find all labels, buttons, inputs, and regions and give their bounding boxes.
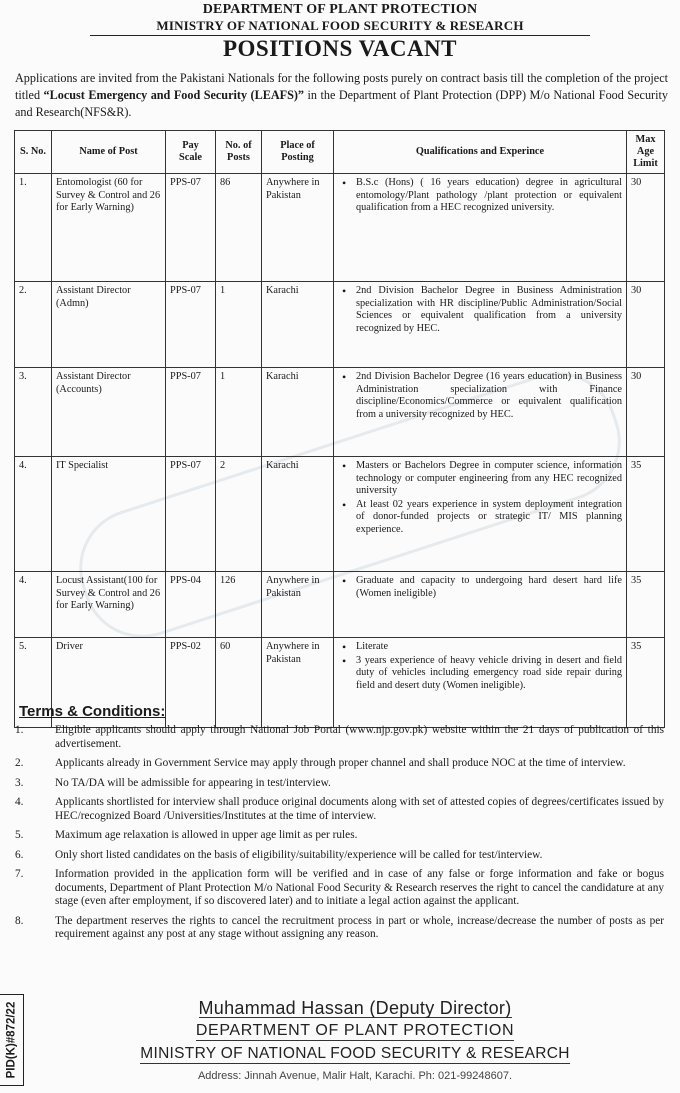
term-item [13,724,664,751]
table-row [15,282,665,368]
cell-num: 1 [216,282,262,368]
footer-name [30,998,680,1019]
cell-qualifications [334,638,627,728]
term-text: Maximum age relaxation is allowed in upper age limit as per rules. [55,829,358,841]
col-header-pay: Pay Scale [166,131,216,174]
header-ministry: MINISTRY OF NATIONAL FOOD SECURITY & RESEARCH [156,18,524,33]
term-item [13,915,664,942]
cell-age: 35 [627,572,665,638]
cell-sno: 4. [15,457,52,572]
cell-num: 126 [216,572,262,638]
cell-place: Karachi [262,457,334,572]
term-text: No TA/DA will be admissible for appearing in test/interview. [55,776,331,789]
footer-address: Address: Jinnah Avenue, Malir Halt, Karachi. Ph: 021-99248607. [197,1070,513,1082]
col-header-post: Name of Post [52,131,166,174]
cell-num: 2 [216,457,262,572]
header-department: DEPARTMENT OF PLANT PROTECTION [202,2,478,17]
term-text: Applicants shortlisted for interview shall produce original documents along with set of attested copies of degrees/certificates issued by HEC/recognized Board /Universities/Institutes at the time of interview. [55,796,664,822]
term-item [13,796,664,823]
cell-post: IT Specialist [52,457,166,572]
cell-qualifications [334,368,627,457]
term-number: 7. [15,868,24,880]
term-item [13,868,664,909]
table-row [15,368,665,457]
qualification-item: • Masters or Bachelors Degree in computer science, information technology or computer engineering from any HEC recognized university [338,460,622,498]
intro-text-1: Applications are invited from the Pakistani Nationals for the following posts purely on contract basis till the completion of the project titled [15,71,668,102]
cell-sno: 2. [15,282,52,368]
cell-qualifications [334,457,627,572]
qualification-item: • 2nd Division Bachelor Degree in Business Administration specialization with HR discipline/Public Administration/Social Sciences or equivalent qualification from a university recognized by HEC. [338,285,622,335]
cell-num: 1 [216,368,262,457]
page-title: POSITIONS VACANT [222,36,458,61]
term-number: 4. [15,796,24,808]
cell-pay: PPS-07 [166,282,216,368]
term-text: Information provided in the application form will be verified and in case of any false or forge information and fake or bogus documents, Department of Plant Protection M/o National Food Security & Research reserves the right to cancel the candidature at any stage (even after employment, if so discovered later) and to initiate a legal action against the applicant. [55,868,664,907]
col-header-sno: S. No. [15,131,52,174]
intro-text-2: in the Department of Plant Protection (DPP) M/o National Food Security and Research(NFS&R). [15,88,668,119]
intro-paragraph [15,70,668,121]
term-number: 6. [15,848,24,861]
term-item [13,849,664,863]
header [0,2,680,62]
cell-sno: 1. [15,174,52,282]
intro-project-title: “Locust Emergency and Food Security (LEAFS)” [43,88,305,102]
terms-heading: Terms & Conditions: [19,703,166,720]
footer-department-text: DEPARTMENT OF PLANT PROTECTION [195,1022,515,1039]
table-row [15,572,665,638]
cell-post: Driver [52,638,166,728]
cell-pay: PPS-07 [166,368,216,457]
term-text: The department reserves the rights to cancel the recruitment process in part or whole, increase/decrease the number of posts as per requirement against any post at any stage without assigning any reason. [55,914,664,940]
footer-name-text: Muhammad Hassan (Deputy Director) [198,998,512,1018]
term-number: 1. [15,724,24,736]
cell-sno: 3. [15,368,52,457]
cell-place: Karachi [262,282,334,368]
footer-department [30,1022,680,1041]
cell-qualifications [334,572,627,638]
cell-place: Anywhere in Pakistan [262,638,334,728]
header-rule [90,35,590,36]
cell-place: Karachi [262,368,334,457]
cell-pay: PPS-07 [166,174,216,282]
col-header-age: Max Age Limit [627,131,665,174]
col-header-qual: Qualifications and Experince [334,131,627,174]
term-item [13,777,664,791]
table-row [15,457,665,572]
cell-age: 35 [627,638,665,728]
cell-age: 30 [627,282,665,368]
cell-post: Assistant Director (Admn) [52,282,166,368]
cell-age: 30 [627,368,665,457]
qualification-item: • B.S.c (Hons) ( 16 years education) degree in agricultural entomology/Plant pathology /plant protection or equivalent qualification from a HEC recognized university. [338,177,622,215]
cell-pay: PPS-02 [166,638,216,728]
cell-post: Entomologist (60 for Survey & Control and 26 for Early Warning) [52,174,166,282]
terms-list [13,724,664,948]
term-number: 2. [15,757,24,769]
term-text: Only short listed candidates on the basis of eligibility/suitability/experience will be called for test/interview. [55,848,543,861]
qualification-item: • Graduate and capacity to undergoing hard desert hard life (Women ineligible) [338,575,622,600]
cell-qualifications [334,174,627,282]
cell-num: 86 [216,174,262,282]
pid-stamp [0,994,24,1086]
cell-sno: 5. [15,638,52,728]
cell-place: Anywhere in Pakistan [262,174,334,282]
footer-ministry [30,1045,680,1064]
cell-post: Locust Assistant(100 for Survey & Control and 26 for Early Warning) [52,572,166,638]
pid-number: PID(K)#872/22 [5,1001,17,1079]
col-header-num: No. of Posts [216,131,262,174]
cell-place: Anywhere in Pakistan [262,572,334,638]
term-item [13,829,664,843]
term-number: 5. [15,829,24,841]
term-number: 8. [15,914,24,927]
term-item [13,757,664,771]
cell-qualifications [334,282,627,368]
positions-table [14,130,665,728]
term-text: Eligible applicants should apply through National Job Portal (www.njp.gov.pk) website within the 21 days of publication of this advertisement. [55,724,664,750]
cell-num: 60 [216,638,262,728]
qualification-item: • 2nd Division Bachelor Degree (16 years education) in Business Administration specialization with Finance discipline/Economics/Commerce or equivalent qualification from a university recognized by HEC. [338,371,622,421]
table-header-row [15,131,665,174]
cell-pay: PPS-07 [166,457,216,572]
cell-pay: PPS-04 [166,572,216,638]
term-number: 3. [15,776,24,789]
table-row [15,174,665,282]
qualification-item: • 3 years experience of heavy vehicle driving in desert and field duty of vehicles including emergency road side repair during field and desert duty (Women ineligible). [338,655,622,693]
cell-age: 30 [627,174,665,282]
footer-ministry-text: MINISTRY OF NATIONAL FOOD SECURITY & RESEARCH [140,1045,570,1062]
cell-sno: 4. [15,572,52,638]
cell-post: Assistant Director (Accounts) [52,368,166,457]
qualification-item: • At least 02 years experience in system deployment integration of donor-funded projects or strategic IT/ MIS planning experience. [338,499,622,537]
col-header-place: Place of Posting [262,131,334,174]
cell-age: 35 [627,457,665,572]
term-text: Applicants already in Government Service may apply through proper channel and shall produce NOC at the time of interview. [55,757,626,769]
qualification-item: • Literate [338,641,622,654]
